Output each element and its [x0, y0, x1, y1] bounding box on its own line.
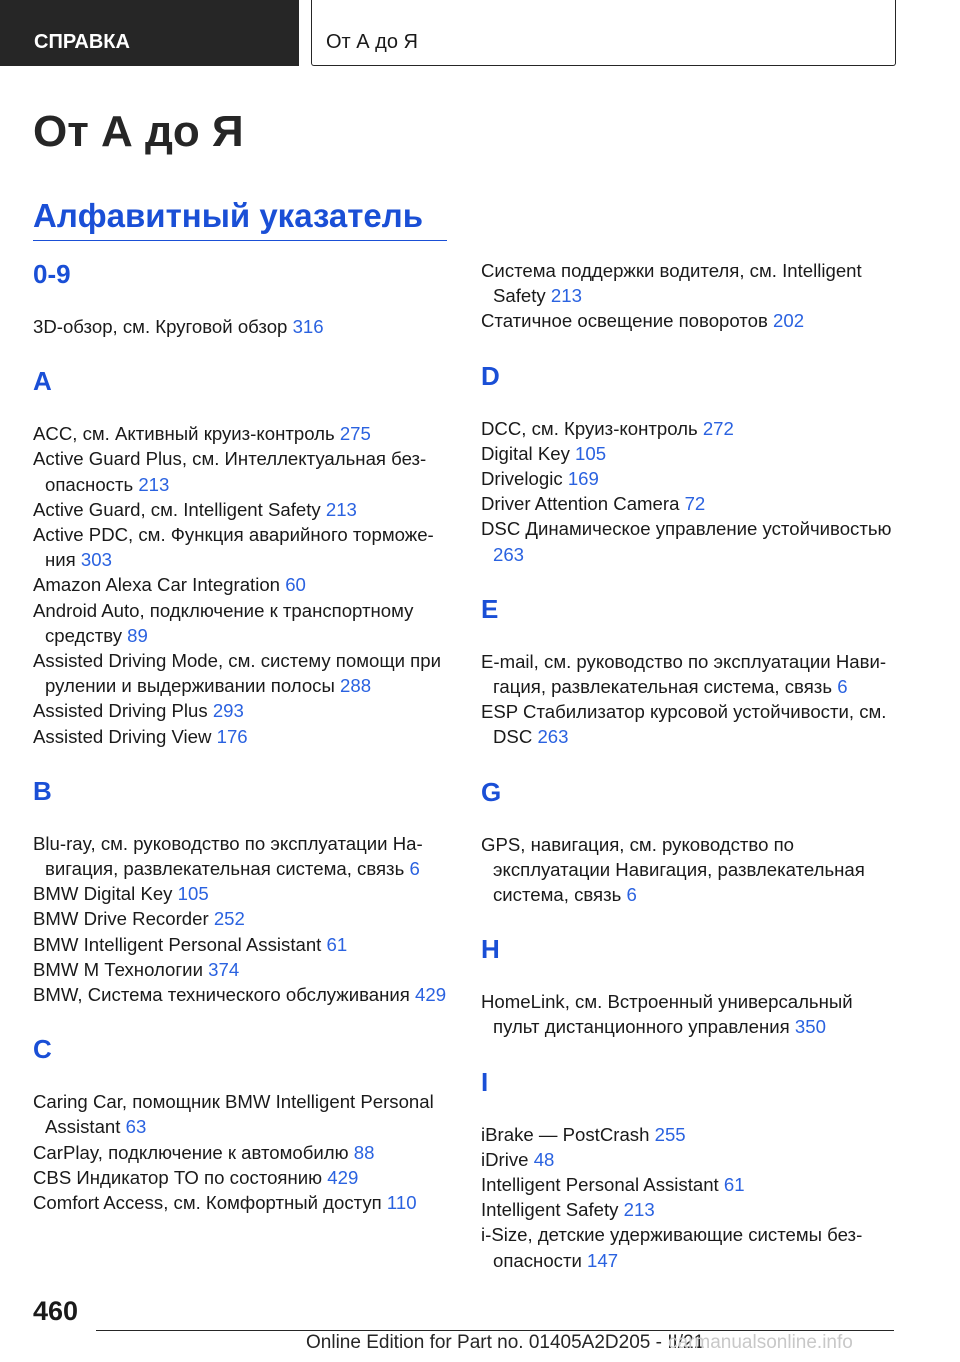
index-page-link[interactable]: 316	[292, 316, 324, 337]
index-group	[481, 258, 901, 334]
footer-watermark: carmanualsonline.info	[668, 1332, 853, 1353]
index-entry	[33, 982, 453, 1007]
index-entry-text: DCC, см. Круиз-контроль	[481, 417, 698, 439]
index-page-link[interactable]: 213	[623, 1199, 655, 1221]
index-entry	[33, 957, 453, 982]
page-number: 460	[33, 1296, 79, 1326]
index-letter-heading: A	[33, 366, 52, 397]
index-entry	[33, 932, 453, 957]
index-entry-text: Intelligent Personal Assistant	[481, 1174, 719, 1196]
index-entry-text: BMW Digital Key	[33, 883, 173, 905]
index-letter-heading: E	[481, 593, 499, 624]
index-page-link[interactable]: 176	[216, 725, 248, 747]
index-page-link[interactable]: 89	[127, 624, 148, 646]
index-entry-text: E-mail, см. руководство по эксплуатации Навигация, развлекательная система, связь	[481, 650, 887, 698]
index-entry	[481, 1122, 901, 1147]
index-entry-text: ACC, см. Активный круиз-контроль	[33, 423, 335, 445]
index-entry	[33, 831, 453, 881]
index-page-link[interactable]: 350	[794, 1016, 826, 1038]
index-letter-heading: I	[481, 1066, 489, 1097]
index-group	[481, 360, 901, 567]
index-entry	[481, 832, 901, 908]
index-page-link[interactable]: 374	[208, 958, 240, 980]
index-group	[33, 258, 453, 339]
index-entry-text: Android Auto, подключение к транспортному средству	[33, 599, 414, 646]
index-entry	[481, 466, 901, 491]
index-entry-text: Assisted Driving Mode, см. систему помощи при рулении и выдерживании полосы	[33, 650, 441, 697]
index-entry	[33, 881, 453, 906]
index-page-link[interactable]: 429	[327, 1166, 359, 1188]
index-entry-text: Caring Car, помощник BMW Intelligent Personal Assistant	[33, 1091, 434, 1138]
index-column-left	[33, 258, 453, 1241]
index-entry	[481, 1172, 901, 1197]
index-entry	[481, 1222, 901, 1272]
index-page-link[interactable]: 255	[654, 1123, 686, 1145]
index-page-link[interactable]: 60	[285, 574, 306, 596]
index-letter-heading: 0-9	[33, 259, 71, 289]
index-entry	[481, 1197, 901, 1222]
index-entry	[481, 989, 901, 1039]
index-entry	[33, 314, 453, 339]
index-entry	[33, 572, 453, 597]
index-letter-heading: C	[33, 1034, 52, 1065]
index-entry-text: BMW Intelligent Personal Assistant	[33, 933, 322, 955]
index-entry-text: Статичное освещение поворотов	[481, 310, 768, 332]
index-page-link[interactable]: 105	[177, 883, 209, 905]
index-page-link[interactable]: 293	[212, 700, 244, 722]
index-page-link[interactable]: 263	[493, 543, 525, 565]
index-entry-text: Digital Key	[481, 442, 570, 464]
index-entry	[33, 421, 453, 446]
index-entry	[481, 699, 901, 749]
index-group	[481, 1066, 901, 1273]
index-page-link[interactable]: 272	[702, 417, 734, 439]
index-entry	[481, 258, 901, 308]
index-group	[33, 365, 453, 749]
index-entry-text: Active Guard Plus, см. Интеллектуальная безопасность	[33, 448, 427, 495]
index-entry	[481, 441, 901, 466]
index-entry-text: iDrive	[481, 1148, 529, 1170]
section-tab[interactable]: СПРАВКА	[0, 0, 299, 66]
index-page-link[interactable]: 6	[409, 858, 420, 880]
index-page-link[interactable]: 213	[138, 473, 170, 495]
index-page-link[interactable]: 213	[550, 285, 582, 307]
index-entry-text: Comfort Access, см. Комфортный доступ	[33, 1192, 382, 1214]
index-entry	[33, 522, 453, 572]
index-entry-text: CBS Индикатор ТО по состоянию	[33, 1166, 323, 1188]
index-entry	[481, 1147, 901, 1172]
index-entry-text: Amazon Alexa Car Integration	[33, 574, 281, 596]
index-page-link[interactable]: 213	[325, 498, 357, 520]
index-entry-text: iBrake — PostCrash	[481, 1123, 650, 1145]
section-divider	[33, 240, 447, 241]
index-letter-heading: D	[481, 360, 500, 391]
index-entry-text: BMW, Система технического обслуживания	[33, 984, 410, 1006]
index-group	[481, 593, 901, 750]
index-entry	[481, 491, 901, 516]
index-page-link[interactable]: 252	[213, 908, 245, 930]
index-group	[33, 775, 453, 1007]
index-entry	[481, 649, 901, 699]
index-page-link[interactable]: 63	[125, 1116, 147, 1138]
index-entry-text: Drivelogic	[481, 468, 563, 490]
index-column-right	[481, 258, 901, 1299]
index-entry-text: GPS, навигация, см. руководство по эксплуатации Навигация, развлекательная система, связь	[481, 833, 865, 906]
index-entry	[33, 724, 453, 749]
index-entry-text: CarPlay, подключение к автомобилю	[33, 1141, 349, 1163]
index-page-link[interactable]: 61	[326, 933, 348, 955]
index-page-link[interactable]: 275	[339, 423, 371, 445]
index-entry-text: Blu-ray, см. руководство по эксплуатации Навигация, развлекательная система, связь	[33, 832, 423, 880]
index-page-link[interactable]: 6	[837, 676, 848, 698]
index-entry-text: Driver Attention Camera	[481, 493, 680, 515]
index-group	[33, 1033, 453, 1215]
index-entry	[481, 416, 901, 441]
index-entry-text: ESP Стабилизатор курсовой устойчивости, см. DSC	[481, 701, 887, 748]
index-group	[481, 933, 901, 1039]
section-title: Алфавитный указатель	[33, 197, 424, 234]
index-entry	[33, 1089, 453, 1139]
index-entry-text: Active Guard, см. Intelligent Safety	[33, 498, 321, 520]
index-entry	[33, 698, 453, 723]
index-page-link[interactable]: 88	[353, 1141, 375, 1163]
index-entry-text: i-Size, детские удерживающие системы безопасности	[481, 1224, 863, 1271]
index-entry-text: Assisted Driving View	[33, 725, 212, 747]
index-entry	[33, 648, 453, 698]
index-entry	[33, 446, 453, 496]
index-entry	[33, 1165, 453, 1190]
index-entry-text: BMW Drive Recorder	[33, 908, 209, 930]
index-entry-text: Intelligent Safety	[481, 1199, 619, 1221]
index-entry	[481, 308, 901, 333]
index-page-link[interactable]: 263	[537, 726, 569, 748]
index-page-link[interactable]: 6	[626, 884, 637, 906]
index-page-link[interactable]: 61	[723, 1174, 745, 1196]
index-page-link[interactable]: 429	[415, 984, 447, 1006]
header-bar	[0, 0, 960, 66]
index-entry	[481, 516, 901, 566]
index-entry	[33, 906, 453, 931]
index-page-link[interactable]: 147	[587, 1249, 619, 1271]
index-entry-text: 3D-обзор, см. Круговой обзор	[33, 316, 288, 337]
index-entry-text: Assisted Driving Plus	[33, 700, 208, 722]
index-letter-heading: B	[33, 775, 52, 806]
index-entry-text: BMW M Технологии	[33, 958, 203, 980]
footer-divider	[96, 1330, 894, 1331]
index-group	[481, 776, 901, 908]
index-entry	[33, 497, 453, 522]
index-letter-heading: H	[481, 934, 500, 965]
index-entry	[33, 598, 453, 648]
index-entry	[33, 1140, 453, 1165]
index-letter-heading: G	[481, 776, 502, 807]
chapter-tab[interactable]: От А до Я	[311, 0, 896, 66]
index-page-link[interactable]: 48	[533, 1148, 555, 1170]
index-entry-text: Active PDC, см. Функция аварийного торможения	[33, 524, 434, 571]
index-page-link[interactable]: 202	[773, 310, 805, 332]
index-entry	[33, 1190, 453, 1215]
index-page-link[interactable]: 169	[567, 468, 599, 490]
index-page-link[interactable]: 72	[684, 493, 706, 515]
index-entry-text: HomeLink, см. Встроенный универсальный пульт дистанционного управления	[481, 991, 853, 1038]
index-page-link[interactable]: 110	[386, 1192, 417, 1214]
index-entry-text: Система поддержки водителя, см. Intelligent Safety	[481, 260, 862, 307]
page-title: От А до Я	[33, 107, 244, 156]
index-page-link[interactable]: 303	[80, 549, 112, 571]
footer-edition: Online Edition for Part no. 01405A2D205 - II/21	[306, 1332, 705, 1353]
index-entry-text: DSC Динамическое управление устойчивостью	[481, 518, 892, 540]
index-page-link[interactable]: 105	[575, 442, 607, 464]
index-page-link[interactable]: 288	[340, 675, 372, 697]
